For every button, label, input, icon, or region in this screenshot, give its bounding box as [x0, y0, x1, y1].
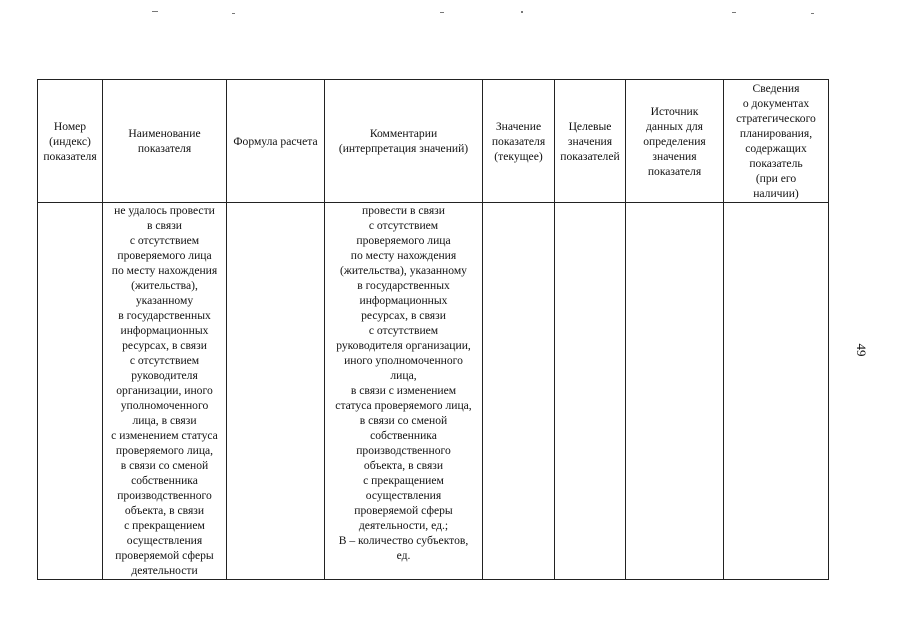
header-data-source [626, 80, 724, 203]
header-label: Целевые значения показателей [560, 119, 620, 163]
header-label: Формула расчета [233, 134, 318, 148]
cell-text: провести в связи с отсутствием проверяемого лица по месту нахождения (жительства), указанному в государственных информационных ресурсах, в связи с отсутствием руководителя организации, иного уполномоченного лица, в связи с изменением статуса проверяемого лица, в связи со сменой собственника производственного объекта, в связи с прекращением осуществления проверяемой сферы деятельности, ед.; В – количество субъектов, ед. [335, 204, 472, 562]
header-comments [325, 80, 483, 203]
header-indicator-name [103, 80, 227, 203]
header-label: Источник данных для определения значения показателя [643, 104, 706, 178]
header-label: Сведения о документах стратегического планирования, содержащих показатель (при его наличии) [736, 82, 816, 200]
cell-formula [227, 203, 325, 580]
header-label: Комментарии (интерпретация значений) [338, 127, 469, 155]
cell-target-values [555, 203, 626, 580]
header-label: Значение показателя (текущее) [491, 119, 546, 163]
cell-data-source [626, 203, 724, 580]
page-number: 49 [854, 343, 869, 357]
header-label: Наименование показателя [128, 127, 201, 155]
scan-specks [0, 0, 905, 30]
cell-strategic-docs [724, 203, 829, 580]
header-strategic-docs [724, 80, 829, 203]
cell-indicator-number [38, 203, 103, 580]
header-label: Номер (индекс) показателя [43, 119, 97, 163]
table-header-row [38, 80, 829, 203]
cell-text: не удалось провести в связи с отсутствием проверяемого лица по месту нахождения (жительства), указанному в государственных информационных ресурсах, в связи с отсутствием руководителя организации, иного уполномоченного лица, в связи с изменением статуса проверяемого лица, в связи со сменой собственника производственного объекта, в связи с прекращением осуществления проверяемой сферы деятельности [111, 204, 218, 577]
header-indicator-number [38, 80, 103, 203]
cell-comments [325, 203, 483, 580]
header-formula [227, 80, 325, 203]
table-row [38, 203, 829, 580]
header-target-values [555, 80, 626, 203]
header-current-value [483, 80, 555, 203]
cell-current-value [483, 203, 555, 580]
indicator-table [37, 79, 829, 580]
cell-indicator-name [103, 203, 227, 580]
